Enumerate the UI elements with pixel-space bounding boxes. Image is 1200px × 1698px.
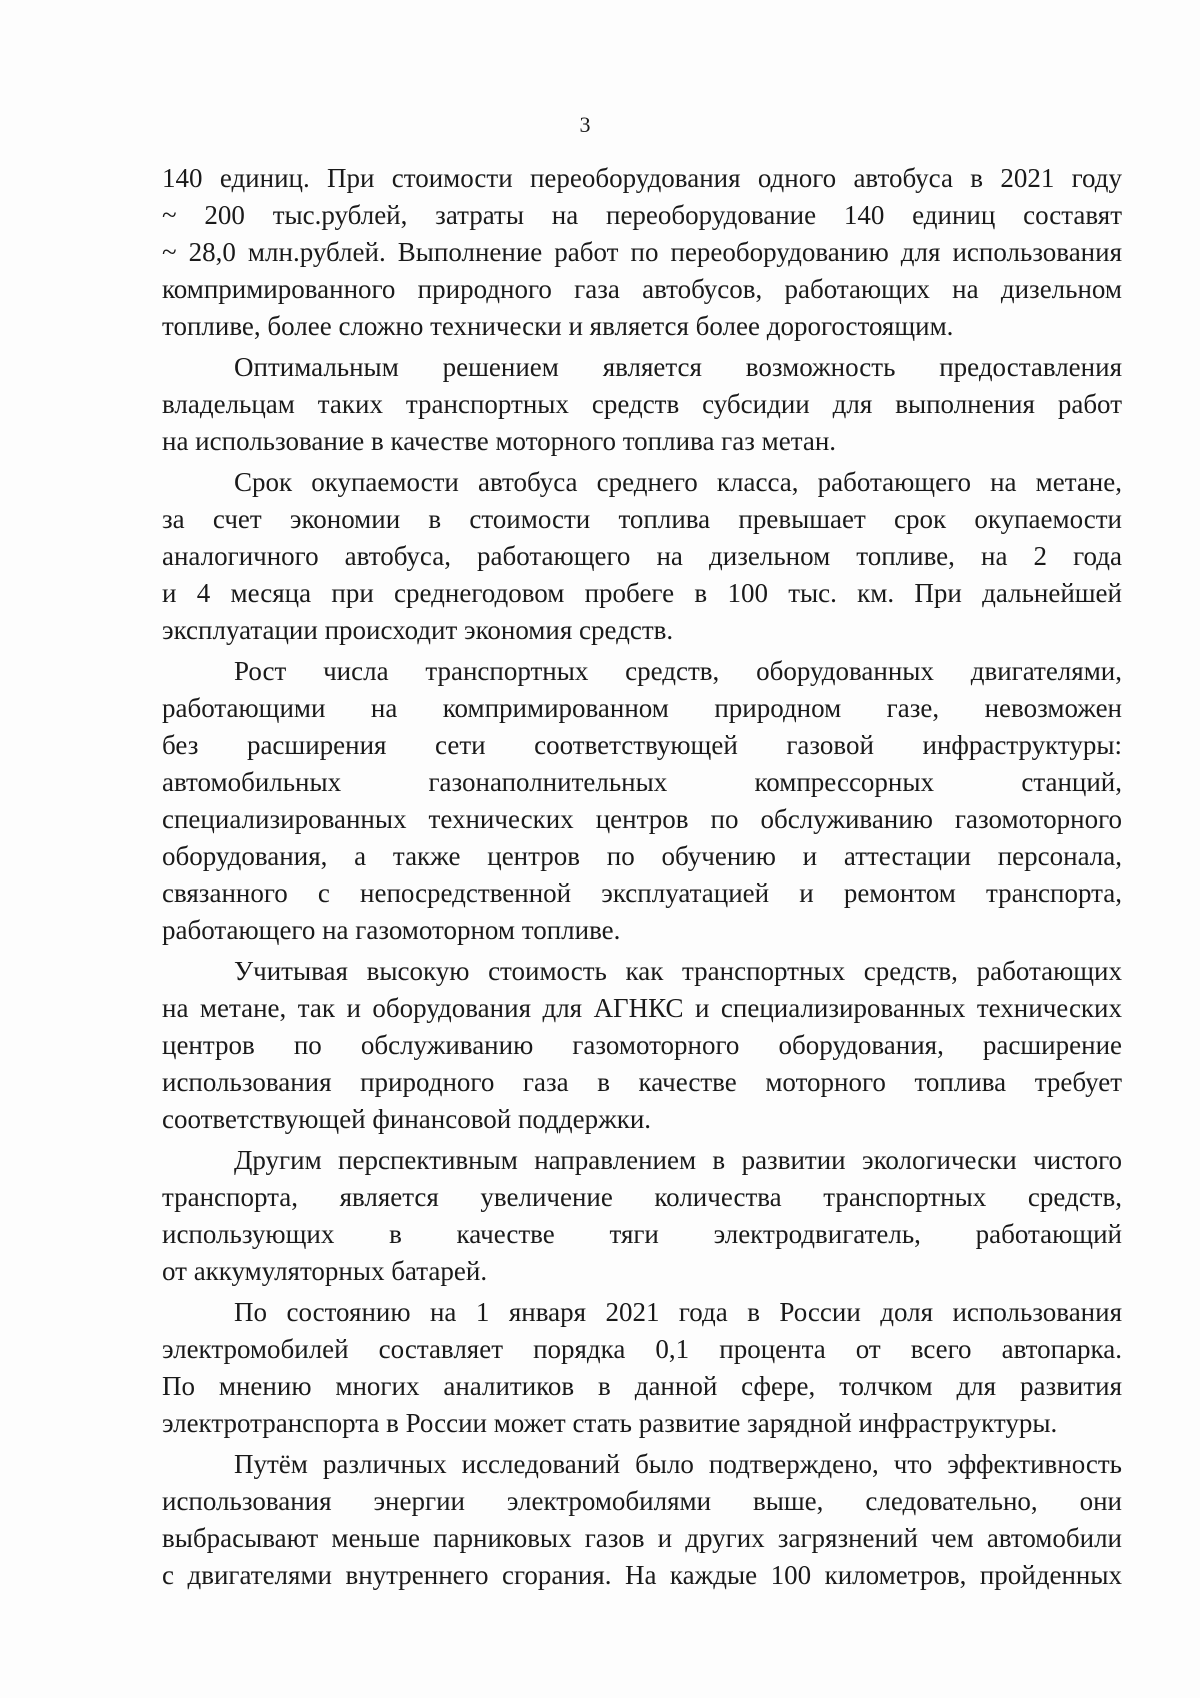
- text-line: Другим перспективным направлением в развитии экологически чистого: [234, 1145, 1122, 1175]
- text-line: Срок окупаемости автобуса среднего класса, работающего на метане,: [234, 467, 1122, 497]
- text-line: оборудования, а также центров по обучению и аттестации персонала,: [162, 841, 1122, 871]
- paragraph: [162, 1446, 1122, 1594]
- text-line: транспорта, является увеличение количества транспортных средств,: [162, 1182, 1122, 1212]
- text-line: использования природного газа в качестве моторного топлива требует: [162, 1067, 1122, 1097]
- text-line: за счет экономии в стоимости топлива превышает срок окупаемости: [162, 504, 1122, 534]
- text-line: на использование в качестве моторного топлива газ метан.: [162, 426, 837, 456]
- text-line: на метане, так и оборудования для АГНКС и специализированных технических: [162, 993, 1122, 1023]
- text-line: от аккумуляторных батарей.: [162, 1256, 488, 1286]
- text-line: электромобилей составляет порядка 0,1 процента от всего автопарка.: [162, 1334, 1122, 1364]
- text-line: Оптимальным решением является возможность предоставления: [234, 352, 1122, 382]
- paragraph: [162, 1294, 1122, 1442]
- text-line: с двигателями внутреннего сгорания. На каждые 100 километров, пройденных: [162, 1560, 1122, 1590]
- paragraph: [162, 953, 1122, 1138]
- paragraph: [162, 349, 1122, 460]
- text-line: ~ 200 тыс.рублей, затраты на переоборудование 140 единиц составят: [162, 200, 1122, 230]
- text-line: Учитывая высокую стоимость как транспортных средств, работающих: [234, 956, 1122, 986]
- text-line: центров по обслуживанию газомоторного оборудования, расширение: [162, 1030, 1122, 1060]
- text-line: автомобильных газонаполнительных компрессорных станций,: [162, 767, 1122, 797]
- text-line: аналогичного автобуса, работающего на дизельном топливе, на 2 года: [162, 541, 1122, 571]
- text-line: выбрасывают меньше парниковых газов и других загрязнений чем автомобили: [162, 1523, 1122, 1553]
- paragraph: [162, 653, 1122, 949]
- text-line: владельцам таких транспортных средств субсидии для выполнения работ: [162, 389, 1122, 419]
- text-line: ~ 28,0 млн.рублей. Выполнение работ по переоборудованию для использования: [162, 237, 1122, 267]
- paragraph: [162, 1142, 1122, 1290]
- text-line: компримированного природного газа автобусов, работающих на дизельном: [162, 274, 1122, 304]
- page-number: 3: [579, 112, 591, 137]
- text-line: соответствующей финансовой поддержки.: [162, 1104, 652, 1134]
- text-line: Путём различных исследований было подтверждено, что эффективность: [234, 1449, 1122, 1479]
- text-line: и 4 месяца при среднегодовом пробеге в 100 тыс. км. При дальнейшей: [162, 578, 1122, 608]
- text-line: По состоянию на 1 января 2021 года в России доля использования: [234, 1297, 1122, 1327]
- text-line: работающими на компримированном природном газе, невозможен: [162, 693, 1122, 723]
- text-line: эксплуатации происходит экономия средств.: [162, 615, 674, 645]
- text-line: без расширения сети соответствующей газовой инфраструктуры:: [162, 730, 1122, 760]
- text-line: работающего на газомоторном топливе.: [162, 915, 621, 945]
- document-body: [162, 160, 1122, 1594]
- text-line: использующих в качестве тяги электродвигатель, работающий: [162, 1219, 1122, 1249]
- text-line: топливе, более сложно технически и является более дорогостоящим.: [162, 311, 954, 341]
- text-line: связанного с непосредственной эксплуатацией и ремонтом транспорта,: [162, 878, 1122, 908]
- text-line: использования энергии электромобилями выше, следовательно, они: [162, 1486, 1122, 1516]
- paragraph: [162, 160, 1122, 345]
- text-line: 140 единиц. При стоимости переоборудования одного автобуса в 2021 году: [162, 163, 1122, 193]
- text-line: электротранспорта в России может стать развитие зарядной инфраструктуры.: [162, 1408, 1058, 1438]
- text-line: специализированных технических центров по обслуживанию газомоторного: [162, 804, 1122, 834]
- text-line: По мнению многих аналитиков в данной сфере, толчком для развития: [162, 1371, 1122, 1401]
- text-line: Рост числа транспортных средств, оборудованных двигателями,: [234, 656, 1122, 686]
- paragraph: [162, 464, 1122, 649]
